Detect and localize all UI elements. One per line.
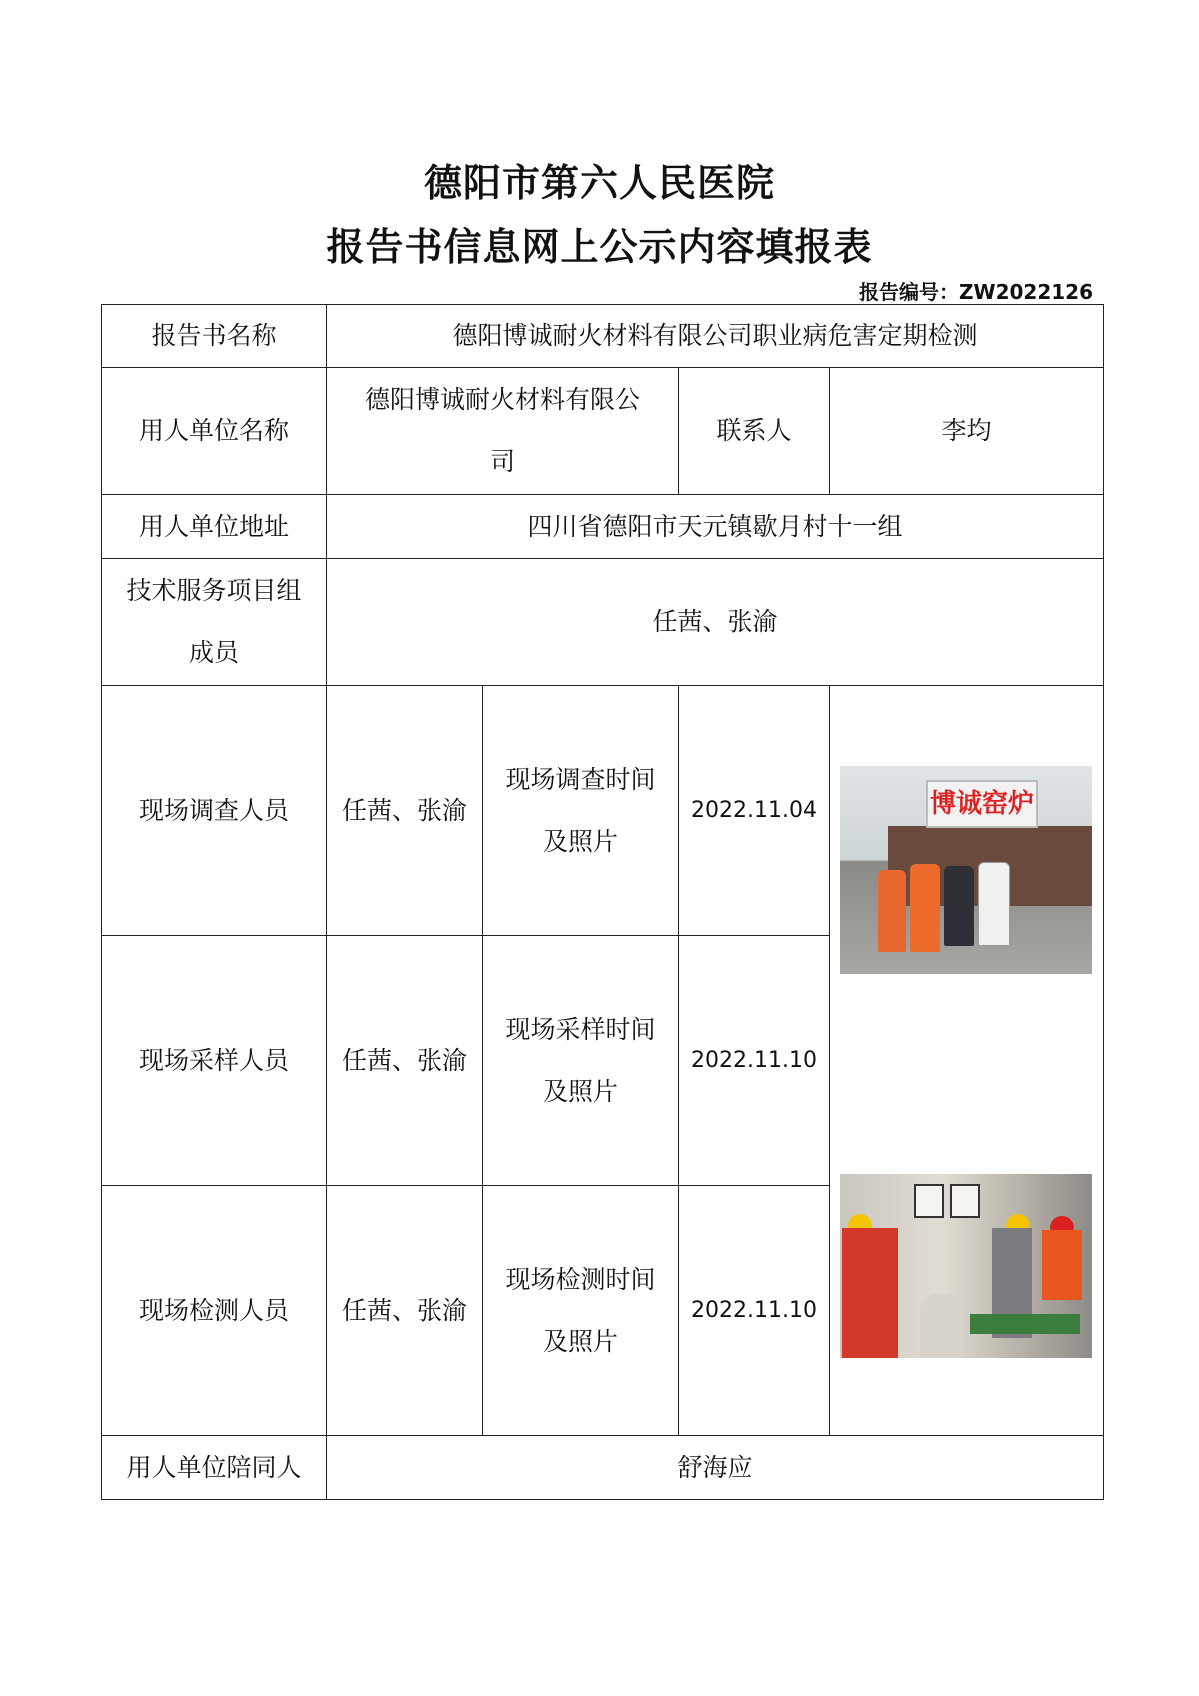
employer-name-line2: 司 [489,447,515,476]
escort-label: 用人单位陪同人 [102,1436,327,1500]
team-value: 任茜、张渝 [327,559,1104,686]
equipment-bench [970,1314,1080,1334]
table-row [102,1436,1104,1500]
report-number: 报告编号：ZW2022126 [859,280,1093,304]
testing-time-label-line2: 及照片 [542,1326,618,1356]
employer-address-label: 用人单位地址 [102,495,327,559]
worker-figure [1042,1230,1082,1300]
employer-name-value [327,368,679,495]
report-name-value: 德阳博诚耐火材料有限公司职业病危害定期检测 [327,305,1104,368]
document-subtitle: 报告书信息网上公示内容填报表 [326,224,873,269]
employer-name-line1: 德阳博诚耐火材料有限公 [364,385,640,414]
warning-sign-icon [914,1184,944,1218]
factory-sign: 博诚窑炉 [926,780,1038,828]
survey-time-label-line1: 现场调查时间 [505,764,656,794]
table-row [102,305,1104,368]
team-label-line2: 成员 [188,638,239,667]
hard-hat-icon [1006,1214,1030,1228]
survey-staff: 任茜、张渝 [327,686,483,936]
person-figure [944,866,974,946]
worker-figure [842,1228,898,1358]
testing-date: 2022.11.10 [679,1186,830,1436]
testing-label: 现场检测人员 [102,1186,327,1436]
photo-cell [830,686,1104,1436]
sampling-time-label-line1: 现场采样时间 [505,1014,656,1044]
warning-sign-icon [950,1184,980,1218]
employer-name-label: 用人单位名称 [102,368,327,495]
testing-time-label-line1: 现场检测时间 [505,1264,656,1294]
site-survey-photo [840,766,1092,974]
table-row [102,559,1104,686]
sampling-time-label-line2: 及照片 [542,1076,618,1106]
table-row [102,495,1104,559]
report-name-label: 报告书名称 [102,305,327,368]
survey-label: 现场调查人员 [102,686,327,936]
survey-time-label [483,686,679,936]
survey-time-label-line2: 及照片 [542,826,618,856]
person-figure [910,864,940,952]
sampling-label: 现场采样人员 [102,936,327,1186]
team-label [102,559,327,686]
hard-hat-icon [848,1214,872,1228]
site-testing-photo [840,1174,1092,1358]
survey-date: 2022.11.04 [679,686,830,936]
team-label-line1: 技术服务项目组 [126,576,302,605]
employer-address-value: 四川省德阳市天元镇歇月村十一组 [327,495,1104,559]
person-figure [878,870,906,952]
contact-label: 联系人 [679,368,830,495]
document-title: 德阳市第六人民医院 [423,160,775,205]
table-row [102,368,1104,495]
hard-hat-icon [1050,1216,1074,1230]
escort-value: 舒海应 [327,1436,1104,1500]
testing-time-label [483,1186,679,1436]
sample-bag [920,1294,964,1358]
person-figure [978,862,1010,946]
sampling-date: 2022.11.10 [679,936,830,1186]
testing-staff: 任茜、张渝 [327,1186,483,1436]
contact-value: 李均 [830,368,1104,495]
sampling-time-label [483,936,679,1186]
sampling-staff: 任茜、张渝 [327,936,483,1186]
table-row [102,686,1104,936]
info-table [101,304,1104,1500]
